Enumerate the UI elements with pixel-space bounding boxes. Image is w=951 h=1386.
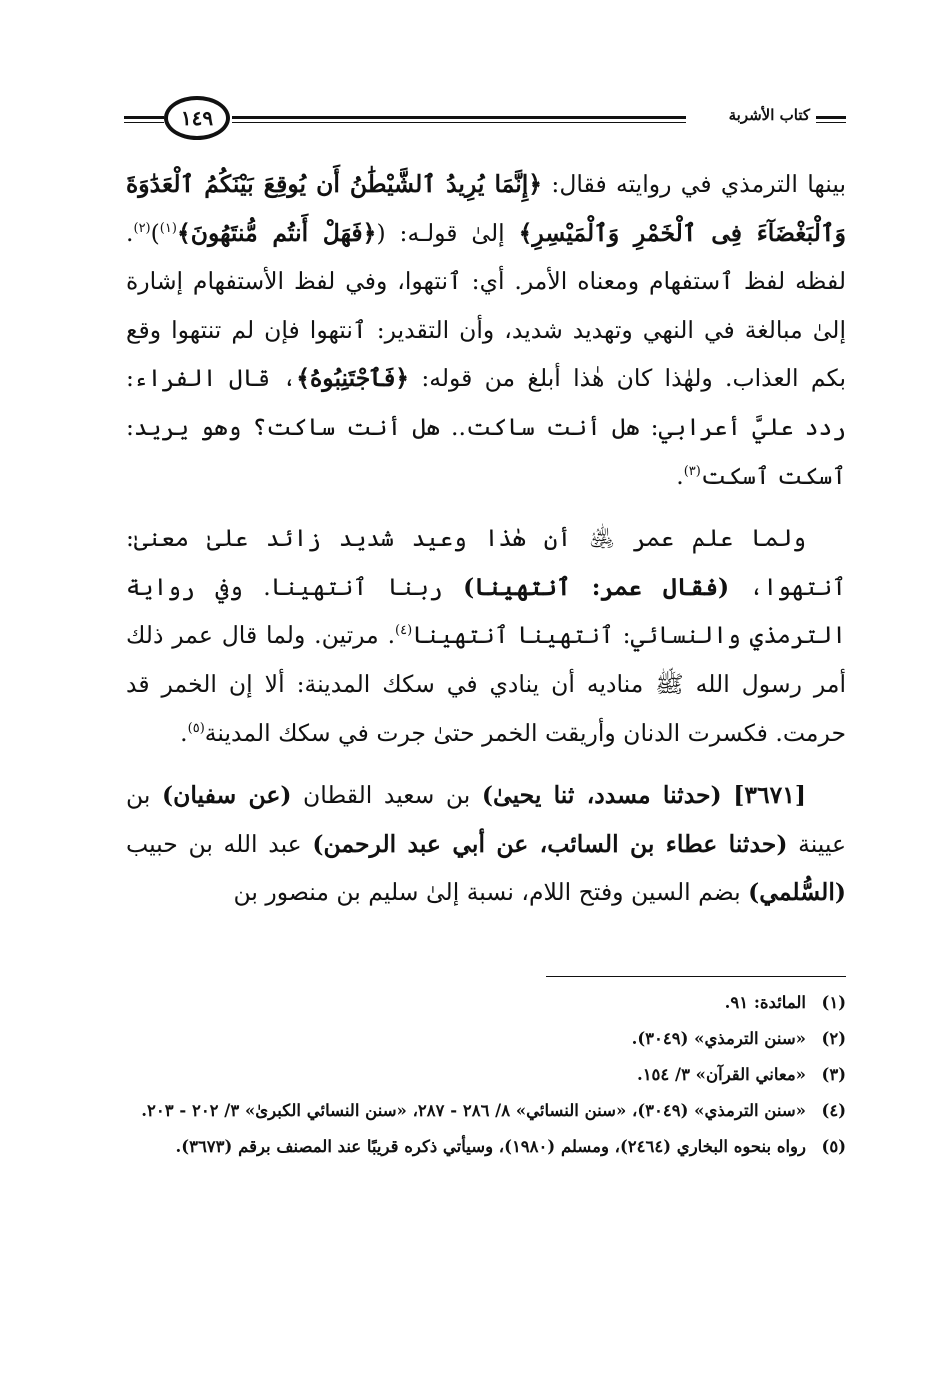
header-rule bbox=[232, 122, 686, 123]
footnote-text: «معاني القرآن» ٣/ ١٥٤. bbox=[636, 1065, 806, 1084]
text-span: ربنا ٱنتهينا. وفي رواية الترمذي والنسائي: ٱنتهينا ٱنتهينا bbox=[126, 572, 846, 650]
footnote-ref[interactable]: (٤) bbox=[395, 623, 413, 639]
quran-verse: ﴿فَهَلْ أَنتُم مُّنتَهُونَ﴾ bbox=[176, 218, 377, 247]
quran-verse: ﴿فَٱجْتَنِبُوهُ﴾ bbox=[296, 364, 410, 393]
footnotes bbox=[126, 988, 846, 1168]
header-rule bbox=[124, 122, 164, 123]
text-span: بن سعيد القطان bbox=[291, 781, 482, 810]
bold-text: (فقال عمر: ٱنتهينا) bbox=[463, 572, 730, 601]
main-text bbox=[126, 160, 846, 917]
footnote-separator bbox=[546, 976, 846, 977]
text-span: عبد الله بن حبيب bbox=[126, 829, 313, 858]
page-number bbox=[164, 96, 230, 140]
footnote bbox=[126, 1132, 846, 1162]
footnote-number: (٣) bbox=[821, 1065, 846, 1084]
text-span: ) bbox=[150, 218, 160, 247]
footnote-number: (٤) bbox=[821, 1101, 846, 1120]
footnote-ref[interactable]: (٣) bbox=[683, 463, 701, 479]
footnote-text: «سنن الترمذي» (٣٠٤٩). bbox=[631, 1029, 806, 1048]
footnote bbox=[126, 988, 846, 1018]
header-rule bbox=[816, 122, 846, 123]
page-header bbox=[124, 94, 846, 142]
footnote-text: رواه بنحوه البخاري (٢٤٦٤)، ومسلم (١٩٨٠)، وسيأتي ذكره قريبًا عند المصنف برقم (٣٦٧٣). bbox=[175, 1137, 806, 1156]
text-span: إلىٰ قولـه: ( bbox=[376, 218, 519, 247]
hadith-number: [٣٦٧١] bbox=[733, 781, 806, 810]
text-span: . bbox=[676, 461, 684, 490]
header-rule bbox=[124, 116, 164, 119]
footnote-ref[interactable]: (٢) bbox=[133, 220, 151, 236]
footnote-text: المائدة: ٩١. bbox=[724, 993, 806, 1012]
quran-verse: ﴿إِنَّمَا يُرِيدُ ٱلشَّيْطَٰنُ أَن يُوقِعَ بَيْنَكُمُ ٱلْعَدَٰوَةَ وَٱلْبَغْضَآءَ فِى ٱلْخَمْرِ وَٱلْمَيْسِرِ﴾ bbox=[126, 170, 846, 247]
paragraph-2 bbox=[126, 514, 846, 757]
text-span: بن عيينة bbox=[126, 781, 846, 858]
footnote-text: «سنن الترمذي» (٣٠٤٩)، «سنن النسائي» ٨/ ٢٨٦ - ٢٨٧، «سنن النسائي الكبرىٰ» ٣/ ٢٠٢ - ٢٠٣. bbox=[141, 1101, 806, 1120]
footnote bbox=[126, 1096, 846, 1126]
footnote bbox=[126, 1060, 846, 1090]
footnote-ref[interactable]: (٥) bbox=[187, 720, 205, 736]
text-span: بينها الترمذي في روايته فقال: bbox=[542, 170, 846, 198]
page-number-text: ١٤٩ bbox=[180, 106, 214, 130]
footnote-ref[interactable]: (١) bbox=[159, 220, 177, 236]
footnote bbox=[126, 1024, 846, 1054]
running-title: كتاب الأشربة bbox=[728, 106, 810, 124]
footnote-number: (١) bbox=[821, 993, 846, 1012]
paragraph-3 bbox=[126, 771, 846, 917]
bold-text: (حدثنا عطاء بن السائب، عن أبي عبد الرحمن) bbox=[312, 829, 788, 858]
footnote-number: (٢) bbox=[821, 1029, 846, 1048]
text-span: . لفظه لفظ ٱستفهام ومعناه الأمر. أي: ٱنتهوا، وفي لفظ الأستفهام إشارة إلىٰ مبالغة في النهي وتهديد شديد، وأن التقدير: ٱنتهوا فإن لم تنتهوا وقع بكم العذاب. ولهٰذا كان هٰذا أبلغ من قوله: bbox=[126, 218, 846, 393]
text-span: ، قال الفراء: ردد عليَّ أعرابي: هل أنت ساكت.. هل أنت ساكت؟ وهو يريد: ٱسكت ٱسكت bbox=[126, 364, 846, 490]
bold-text: (السُّلمي) bbox=[748, 878, 846, 907]
text-span: . bbox=[180, 718, 188, 747]
text-span: . مرتين. ولما قال عمر ذلك أمر رسول الله ﷺ مناديه أن ينادي في سكك المدينة: ألا إن الخمر قد حرمت. فكسرت الدنان وأريقت الخمر حتىٰ جرت في سكك المدينة bbox=[126, 621, 846, 747]
paragraph-1 bbox=[126, 160, 846, 500]
text-span: ولما علم عمر ﵁ أن هٰذا وعيد شديد زائد علىٰ معنىٰ: ٱنتهوا، bbox=[126, 524, 846, 601]
bold-text: (عن سفيان) bbox=[161, 781, 292, 810]
footnote-number: (٥) bbox=[821, 1137, 846, 1156]
text-span: بضم السين وفتح اللام، نسبة إلىٰ سليم بن منصور بن bbox=[233, 878, 749, 907]
header-rule bbox=[816, 116, 846, 119]
bold-text: (حدثنا مسدد، ثنا يحيىٰ) bbox=[481, 781, 722, 810]
header-rule bbox=[232, 116, 686, 119]
